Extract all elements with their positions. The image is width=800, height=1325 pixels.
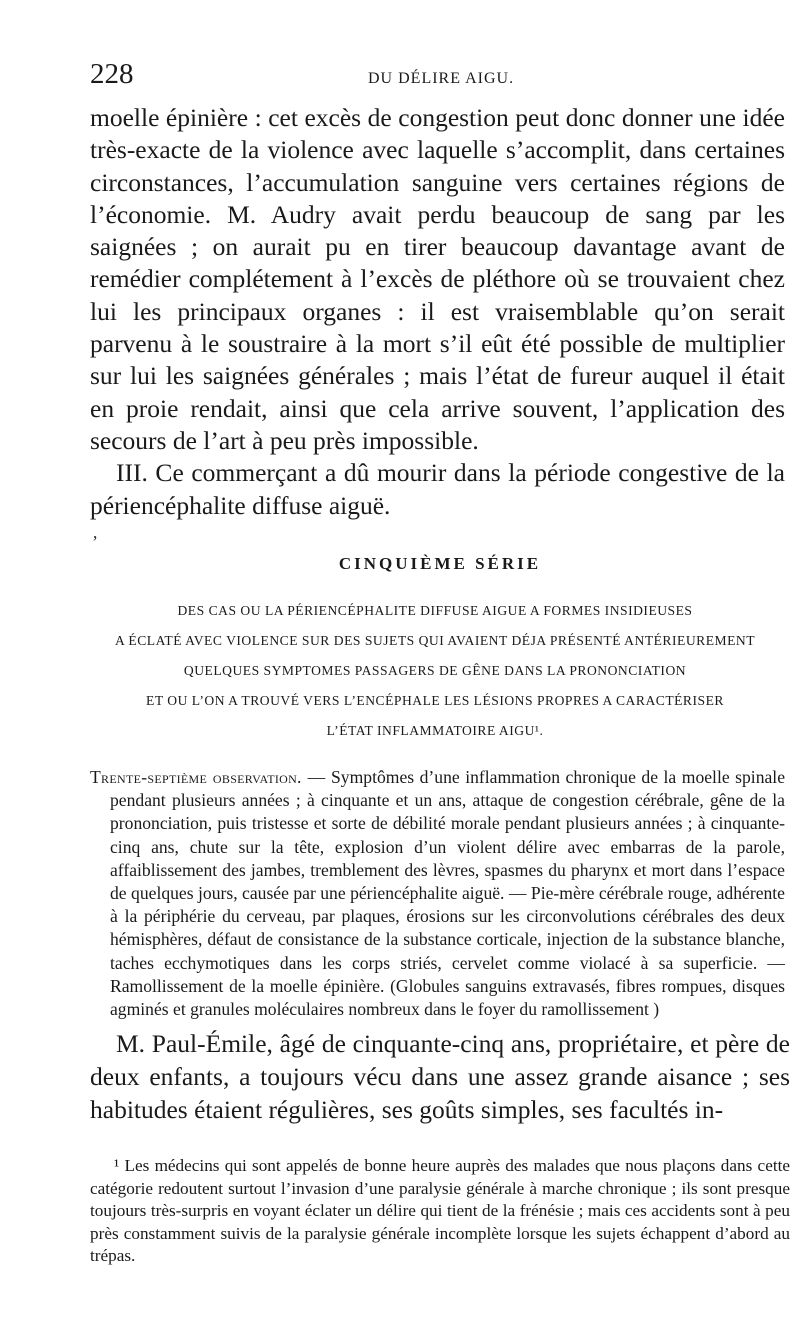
case-paragraph: M. Paul-Émile, âgé de cinquante-cinq ans, propriétaire, et père de deux enfants, a toujours vécu dans une assez grande aisance ; ses habitudes étaient régulières, ses goûts simples, ses facultés in- xyxy=(90,1029,790,1124)
running-head: DU DÉLIRE AIGU. xyxy=(368,70,515,87)
series-subtitle-line: L’ÉTAT INFLAMMATOIRE AIGU¹. xyxy=(326,723,544,738)
series-subtitle-line: QUELQUES SYMPTOMES PASSAGERS DE GÊNE DANS LA PRONONCIATION xyxy=(183,663,687,678)
page-number: 228 xyxy=(90,58,134,90)
body-text xyxy=(90,102,785,522)
series-subtitle-line: A ÉCLATÉ AVEC VIOLENCE SUR DES SUJETS QUI AVAIENT DÉJA PRÉSENTÉ ANTÉRIEUREMENT xyxy=(114,633,756,648)
case-narrative xyxy=(90,1027,790,1126)
footnote-text: ¹ Les médecins qui sont appelés de bonne heure auprès des malades que nous plaçons dans cette catégorie redoutent surtout l’invasion d’une paralysie générale à marche chronique ; ils sont presque toujours très-surpris en voyant éclater un délire qui tient de la frénésie ; mais ces accidents sont à peu près constamment suivis de la paralysie générale incomplète lorsque les sujets échappent d’abord au trépas. xyxy=(90,1156,790,1266)
margin-mark: ’ xyxy=(92,532,98,552)
series-subtitle xyxy=(85,596,785,746)
observation-heading: Trente-septième observation. — xyxy=(90,767,326,787)
series-title: CINQUIÈME SÉRIE xyxy=(338,554,542,573)
series-subtitle-line: ET OU L’ON A TROUVÉ VERS L’ENCÉPHALE LES LÉSIONS PROPRES A CARACTÉRISER xyxy=(146,693,724,708)
observation-summary xyxy=(90,766,785,1021)
page-header xyxy=(90,58,790,98)
observation-paragraph xyxy=(90,766,785,1021)
body-paragraph-conclusion: III. Ce commerçant a dû mourir dans la période congestive de la périencéphalite diffuse aiguë. xyxy=(90,458,785,520)
footnote xyxy=(90,1155,790,1268)
body-paragraph: moelle épinière : cet excès de congestion peut donc donner une idée très-exacte de la violence avec laquelle s’accomplit, dans certaines circonstances, l’accumulation sanguine vers certaines régions de l’économie. M. Audry avait perdu beaucoup de sang par les saignées ; on aurait pu en tirer beaucoup davantage avant de remédier complétement à l’excès de pléthore où se trouvaient chez lui les principaux organes : il est vraisemblable qu’on serait parvenu à le soustraire à la mort s’il eût été possible de multiplier sur lui les saignées générales ; mais l’état de fureur auquel il était en proie rendait, ainsi que cela arrive souvent, l’application des secours de l’art à peu près impossible. xyxy=(90,103,785,455)
observation-text: Symptômes d’une inflammation chronique de la moelle spinale pendant plusieurs années ; à cinquante et un ans, attaque de congestion cérébrale, gêne de la prononciation, puis tristesse et sorte de débilité morale pendant plusieurs années ; à cinquante-cinq ans, chute sur la tête, explosion d’un violent délire avec embarras de la parole, affaiblissement des jambes, tremblement des lèvres, spasmes du pharynx et mort dans l’espace de quelques jours, causée par une périencéphalite aiguë. — Pie-mère cérébrale rouge, adhérente à la périphérie du cerveau, par plaques, érosions sur les circonvolutions cérébrales des deux hémisphères, défaut de consistance de la substance corticale, injection de la substance blanche, taches ecchymotiques dans les corps striés, cervelet comme violacé à sa superficie. — Ramollissement de la moelle épinière. (Globules sanguins extravasés, fibres rompues, disques agminés et granules moléculaires nombreux dans le foyer du ramollissement ) xyxy=(110,767,786,1020)
series-subtitle-line: DES CAS OU LA PÉRIENCÉPHALITE DIFFUSE AIGUE A FORMES INSIDIEUSES xyxy=(177,603,693,618)
